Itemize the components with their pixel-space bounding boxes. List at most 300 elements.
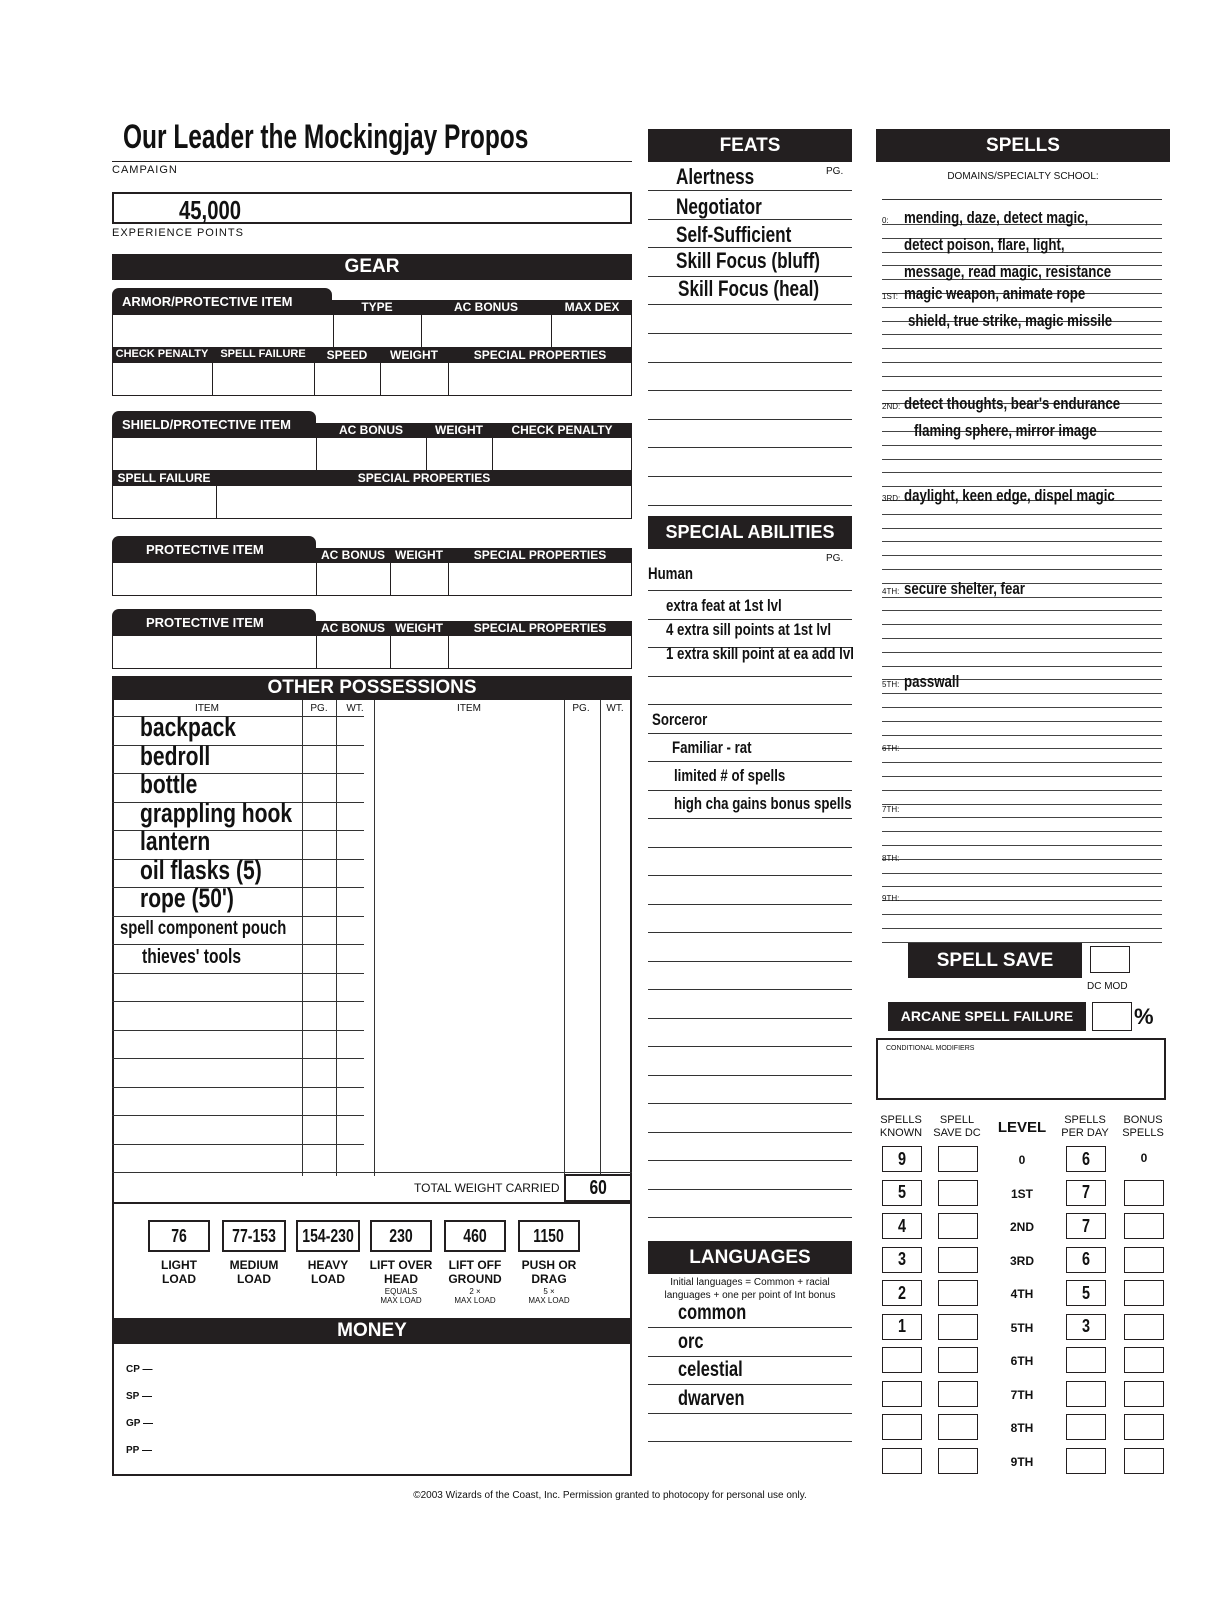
spell-line[interactable]	[882, 307, 1162, 308]
money-label[interactable]: GP —	[126, 1418, 154, 1429]
spell-level-value: 6TH	[1010, 1354, 1034, 1368]
load-note-2: MAX LOAD	[454, 1296, 496, 1305]
spells-per-day-header: SPELLS PER DAY	[1061, 1114, 1109, 1139]
spells-per-day-field[interactable]	[1066, 1381, 1106, 1407]
language-line[interactable]	[648, 1356, 852, 1357]
money-list	[112, 1344, 632, 1474]
load-label-2: GROUND	[448, 1272, 502, 1286]
special-abilities-pg-label: PG.	[826, 553, 844, 564]
ability-item[interactable]: limited # of spells	[674, 766, 786, 785]
money-label[interactable]: CP —	[126, 1364, 153, 1375]
money-header: MONEY	[112, 1318, 632, 1344]
conditional-modifiers-box[interactable]	[876, 1038, 1166, 1100]
protective-weight-label-2: WEIGHT	[395, 621, 443, 635]
possessions-items	[112, 712, 302, 1176]
spell-level-value: 5TH	[1010, 1320, 1034, 1335]
armor-name-field[interactable]	[112, 314, 334, 348]
ability-line[interactable]	[648, 961, 852, 962]
total-weight-value: 60	[589, 1176, 607, 1199]
spell-level-label: 3RD:	[882, 494, 901, 503]
spells-known-value: 9	[897, 1148, 906, 1169]
spell-line[interactable]	[882, 666, 1162, 667]
spell-entry[interactable]: magic weapon, animate rope	[904, 284, 1086, 303]
protective-weight-field-2[interactable]	[390, 635, 449, 669]
load-label-1: LIFT OFF	[448, 1258, 502, 1272]
feats-list	[648, 162, 852, 502]
spell-entry[interactable]: daylight, keen edge, dispel magic	[904, 486, 1115, 505]
armor-special-label: SPECIAL PROPERTIES	[473, 348, 607, 362]
spell-line[interactable]	[882, 624, 1162, 625]
shield-tab: SHIELD/PROTECTIVE ITEM	[112, 411, 316, 437]
possession-item[interactable]: thieves' tools	[142, 946, 242, 968]
spell-save-dc-field[interactable]	[1090, 946, 1130, 973]
language-item[interactable]: dwarven	[678, 1386, 745, 1410]
spells-known-header: SPELLS KNOWN	[879, 1114, 923, 1139]
total-weight-field[interactable]	[564, 1174, 632, 1202]
load-value: 77-153	[232, 1225, 276, 1246]
armor-type-label: TYPE	[361, 300, 393, 314]
spell-level-value: 0	[1018, 1153, 1026, 1167]
shield-ac-label: AC BONUS	[338, 423, 403, 437]
load-label-2: LOAD	[311, 1272, 345, 1286]
spell-save-dc-field[interactable]	[938, 1414, 978, 1440]
spell-save-dc-header: SPELL SAVE DC	[933, 1114, 981, 1139]
spell-save-dc-field[interactable]	[938, 1280, 978, 1306]
language-item[interactable]: celestial	[678, 1358, 743, 1381]
armor-tab: ARMOR/PROTECTIVE ITEM	[112, 288, 332, 314]
ability-item[interactable]: Familiar - rat	[672, 738, 752, 757]
protective-ac-label-1: AC BONUS	[320, 548, 385, 562]
feat-line[interactable]	[648, 304, 852, 305]
spells-known-field[interactable]	[882, 1347, 922, 1373]
protective-tab-2: PROTECTIVE ITEM	[112, 609, 316, 635]
spell-save-dc-field[interactable]	[938, 1213, 978, 1239]
protective-ac-label-2: AC BONUS	[320, 621, 385, 635]
spells-per-day-field[interactable]	[1066, 1213, 1106, 1239]
spell-entry[interactable]: mending, daze, detect magic,	[904, 208, 1089, 227]
spell-level-value: 9TH	[1010, 1454, 1034, 1469]
spells-known-field[interactable]	[882, 1381, 922, 1407]
feat-item[interactable]: Negotiator	[676, 194, 762, 219]
load-value-box[interactable]	[148, 1220, 210, 1252]
language-line[interactable]	[648, 1327, 852, 1328]
ability-line[interactable]	[648, 761, 852, 762]
spell-save-dc-field[interactable]	[938, 1381, 978, 1407]
protective-name-field-1[interactable]	[112, 562, 317, 596]
ability-line[interactable]	[648, 847, 852, 848]
ability-item[interactable]: high cha gains bonus spells	[674, 794, 852, 813]
armor-type-field[interactable]	[333, 314, 422, 348]
feats-header: FEATS	[648, 129, 852, 162]
armor-check-label: CHECK PENALTY	[115, 348, 209, 360]
spell-line[interactable]	[882, 569, 1162, 570]
ability-line[interactable]	[648, 1046, 852, 1047]
spell-line[interactable]	[882, 790, 1162, 791]
spells-known-value: 2	[897, 1282, 906, 1303]
feat-item[interactable]: Skill Focus (bluff)	[676, 248, 820, 273]
bonus-spells-field[interactable]	[1124, 1414, 1164, 1440]
ability-line[interactable]	[648, 1189, 852, 1190]
ability-line[interactable]	[648, 1217, 852, 1218]
load-value-box[interactable]	[296, 1220, 360, 1252]
possessions-col-rule	[302, 700, 303, 1176]
total-weight-label: TOTAL WEIGHT CARRIED	[414, 1181, 560, 1195]
spell-line[interactable]	[882, 762, 1162, 763]
spell-line[interactable]	[882, 472, 1162, 473]
spell-save-dc-field[interactable]	[938, 1448, 978, 1474]
spell-save-dc-field[interactable]	[938, 1146, 978, 1172]
spell-level-value: 3RD	[1009, 1253, 1034, 1268]
armor-maxdex-field[interactable]	[551, 314, 632, 348]
spell-line[interactable]	[882, 610, 1162, 611]
possessions-wt-col-1: WT.	[346, 703, 364, 714]
ability-line[interactable]	[648, 1103, 852, 1104]
spell-line[interactable]	[882, 638, 1162, 639]
money-label[interactable]: PP —	[126, 1445, 152, 1456]
spell-level-value: 4TH	[1010, 1287, 1034, 1301]
possessions-col-rule	[564, 700, 565, 1176]
feat-line[interactable]	[648, 390, 852, 391]
possessions-pg-col-1: PG.	[310, 703, 328, 714]
xp-label: EXPERIENCE POINTS	[112, 227, 244, 239]
possession-item[interactable]: oil flasks (5)	[140, 854, 262, 885]
spell-level-value: 2ND	[1009, 1220, 1034, 1234]
spell-entry[interactable]: detect poison, flare, light,	[904, 235, 1065, 254]
armor-weight-field[interactable]	[380, 362, 449, 396]
language-item[interactable]: common	[678, 1301, 747, 1324]
load-value: 76	[171, 1225, 187, 1246]
armor-speed-field[interactable]	[314, 362, 381, 396]
ability-line[interactable]	[648, 704, 852, 705]
load-value: 460	[463, 1225, 487, 1246]
load-note-1: 2 ×	[469, 1287, 481, 1296]
spell-levels	[882, 200, 1164, 920]
spell-line[interactable]	[882, 886, 1162, 887]
armor-section	[112, 288, 632, 400]
possession-item[interactable]: bedroll	[140, 740, 211, 771]
special-abilities-header: SPECIAL ABILITIES	[648, 516, 852, 549]
bonus-spells-field[interactable]	[1124, 1314, 1164, 1340]
armor-weight-label: WEIGHT	[390, 348, 438, 362]
ability-line[interactable]	[648, 989, 852, 990]
possession-item[interactable]: rope (50')	[140, 883, 234, 913]
spells-per-day-field[interactable]	[1066, 1314, 1106, 1340]
spell-line[interactable]	[882, 928, 1162, 929]
load-note-2: MAX LOAD	[528, 1296, 570, 1305]
spell-line[interactable]	[882, 528, 1162, 529]
load-label-1: PUSH OR	[521, 1258, 577, 1272]
load-note-1: 5 ×	[543, 1287, 555, 1296]
shield-check-label: CHECK PENALTY	[511, 423, 613, 437]
protective-item-1	[112, 536, 632, 598]
armor-ac-field[interactable]	[421, 314, 552, 348]
xp-field[interactable]	[112, 192, 632, 224]
load-label-2: DRAG	[531, 1272, 567, 1286]
spell-save-dc-field[interactable]	[938, 1314, 978, 1340]
possession-item[interactable]: backpack	[140, 712, 237, 742]
load-value-box[interactable]	[518, 1220, 580, 1252]
possession-item[interactable]: grappling hook	[140, 797, 293, 828]
spell-level-label: 9TH:	[882, 894, 900, 903]
percent-sign: %	[1134, 1004, 1154, 1029]
shield-spellfail-label: SPELL FAILURE	[117, 471, 211, 485]
spells-known-value: 5	[897, 1182, 906, 1202]
ability-line[interactable]	[648, 1018, 852, 1019]
armor-maxdex-label: MAX DEX	[564, 300, 620, 314]
feat-line[interactable]	[648, 447, 852, 448]
spell-entry[interactable]: secure shelter, fear	[904, 579, 1025, 598]
bonus-spells-field[interactable]	[1124, 1347, 1164, 1373]
load-value: 230	[389, 1225, 413, 1246]
language-line[interactable]	[648, 1413, 852, 1414]
bonus-spells-field[interactable]	[1124, 1280, 1164, 1306]
load-label-2: LOAD	[237, 1272, 271, 1286]
load-value-box[interactable]	[444, 1220, 506, 1252]
spell-line[interactable]	[882, 334, 1162, 335]
spell-line[interactable]	[882, 417, 1162, 418]
shield-name-field[interactable]	[112, 437, 317, 471]
feat-item[interactable]: Alertness	[676, 164, 755, 189]
spells-known-field[interactable]	[882, 1448, 922, 1474]
ability-line[interactable]	[648, 932, 852, 933]
spells-known-field[interactable]	[882, 1280, 922, 1306]
spell-level-label: 4TH:	[882, 587, 900, 596]
load-label-1: HEAVY	[307, 1258, 349, 1272]
spells-known-field[interactable]	[882, 1247, 922, 1273]
domains-label: DOMAINS/SPECIALTY SCHOOL:	[947, 171, 1099, 182]
spell-line[interactable]	[882, 652, 1162, 653]
ability-line[interactable]	[648, 818, 852, 819]
feat-line[interactable]	[648, 362, 852, 363]
possession-item[interactable]: spell component pouch	[120, 917, 287, 939]
load-note-2: MAX LOAD	[380, 1296, 422, 1305]
armor-ac-label: AC BONUS	[453, 300, 518, 314]
spell-line[interactable]	[882, 707, 1162, 708]
spell-entry[interactable]: shield, true strike, magic missile	[908, 311, 1113, 330]
spells-known-field[interactable]	[882, 1414, 922, 1440]
ability-item[interactable]: Human	[648, 564, 693, 583]
feat-item[interactable]: Skill Focus (heal)	[678, 276, 820, 301]
feat-line[interactable]	[648, 190, 852, 191]
spells-per-day-field[interactable]	[1066, 1414, 1106, 1440]
spell-level-label: 6TH:	[882, 744, 900, 753]
spell-level-value: 7TH	[1010, 1387, 1034, 1402]
spell-line[interactable]	[882, 900, 1162, 901]
ability-item[interactable]: Sorceror	[652, 710, 708, 729]
feat-item[interactable]: Self-Sufficient	[676, 222, 792, 247]
possession-item[interactable]: bottle	[140, 769, 198, 799]
ability-line[interactable]	[648, 904, 852, 905]
ability-line[interactable]	[648, 1160, 852, 1161]
spell-level-label: 7TH:	[882, 805, 900, 814]
protective-ac-field-1[interactable]	[316, 562, 391, 596]
load-label-2: LOAD	[162, 1272, 196, 1286]
gear-header: GEAR	[112, 254, 632, 280]
language-line[interactable]	[648, 1441, 852, 1442]
spell-entry[interactable]: detect thoughts, bear's endurance	[904, 394, 1121, 413]
spells-known-value: 3	[897, 1249, 906, 1269]
spell-line[interactable]	[882, 459, 1162, 460]
campaign-label: CAMPAIGN	[112, 164, 178, 176]
load-value: 154-230	[302, 1225, 354, 1246]
load-value-box[interactable]	[222, 1220, 286, 1252]
shield-weight-field[interactable]	[426, 437, 493, 471]
spells-per-day-field[interactable]	[1066, 1280, 1106, 1306]
possessions-item-col-2: ITEM	[457, 703, 481, 714]
ability-item[interactable]: 4 extra sill points at 1st lvl	[666, 620, 832, 639]
ability-line[interactable]	[648, 590, 852, 591]
spell-save-dc-field[interactable]	[938, 1247, 978, 1273]
spells-known-field[interactable]	[882, 1213, 922, 1239]
ability-line[interactable]	[648, 875, 852, 876]
money-label[interactable]: SP —	[126, 1391, 152, 1402]
spells-per-day-value: 7	[1081, 1215, 1090, 1236]
feat-line[interactable]	[648, 419, 852, 420]
xp-value: 45,000	[179, 195, 242, 225]
spell-line[interactable]	[882, 721, 1162, 722]
load-note-1: EQUALS	[384, 1287, 418, 1296]
possessions-header: OTHER POSSESSIONS	[112, 676, 632, 700]
spell-line[interactable]	[882, 555, 1162, 556]
spells-per-day-field[interactable]	[1066, 1146, 1106, 1172]
spell-save-dc-field[interactable]	[938, 1347, 978, 1373]
bonus-spells-field[interactable]	[1124, 1381, 1164, 1407]
possessions-col-rule	[374, 700, 375, 1176]
feats-pg-label: PG.	[826, 166, 844, 177]
dc-mod-label: DC MOD	[1087, 981, 1128, 992]
language-line[interactable]	[648, 1384, 852, 1385]
armor-spellfail-label: SPELL FAILURE	[220, 348, 306, 360]
spell-line[interactable]	[882, 541, 1162, 542]
level-header: LEVEL	[997, 1119, 1047, 1136]
shield-special-label: SPECIAL PROPERTIES	[357, 471, 491, 485]
spell-line[interactable]	[882, 804, 1162, 805]
feat-line[interactable]	[648, 476, 852, 477]
language-item[interactable]: orc	[678, 1329, 704, 1353]
bonus-spells-header: BONUS SPELLS	[1122, 1114, 1164, 1139]
spell-line[interactable]	[882, 831, 1162, 832]
spells-per-day-field[interactable]	[1066, 1448, 1106, 1474]
ability-line[interactable]	[648, 676, 852, 677]
spell-entry[interactable]: flaming sphere, mirror image	[914, 421, 1097, 440]
armor-check-field[interactable]	[112, 362, 213, 396]
spell-line[interactable]	[882, 362, 1162, 363]
spell-level-value: 1ST	[1010, 1186, 1033, 1201]
spell-level-label: 0:	[882, 216, 889, 225]
protective-special-field-1[interactable]	[448, 562, 632, 596]
protective-item-2	[112, 609, 632, 671]
protective-ac-field-2[interactable]	[316, 635, 391, 669]
load-label-2: HEAD	[383, 1272, 418, 1286]
spells-per-day-value: 3	[1081, 1316, 1090, 1336]
spells-per-day-field[interactable]	[1066, 1247, 1106, 1273]
languages-note-1: Initial languages = Common + racial	[670, 1277, 830, 1288]
spell-line[interactable]	[882, 376, 1162, 377]
possessions-item-col-1: ITEM	[195, 703, 219, 714]
copyright: ©2003 Wizards of the Coast, Inc. Permission granted to photocopy for personal use only.	[413, 1490, 807, 1501]
bonus-spells-field[interactable]	[1124, 1180, 1164, 1206]
spells-known-field[interactable]	[882, 1180, 922, 1206]
load-value-box[interactable]	[370, 1220, 432, 1252]
shield-section	[112, 411, 632, 523]
spells-known-value: 4	[897, 1215, 906, 1236]
ability-item[interactable]: 1 extra skill point at ea add lvl	[666, 644, 854, 663]
protective-weight-field-1[interactable]	[390, 562, 449, 596]
spell-line[interactable]	[882, 748, 1162, 749]
spell-line[interactable]	[882, 514, 1162, 515]
arcane-failure-field[interactable]	[1092, 1002, 1132, 1031]
shield-check-field[interactable]	[492, 437, 632, 471]
feat-line[interactable]	[648, 505, 852, 506]
spells-per-day-field[interactable]	[1066, 1347, 1106, 1373]
possession-item[interactable]: lantern	[140, 826, 211, 856]
spell-level-label: 8TH:	[882, 854, 900, 863]
spell-line[interactable]	[882, 693, 1162, 694]
ability-line[interactable]	[648, 1075, 852, 1076]
ability-line[interactable]	[648, 733, 852, 734]
load-label-1: LIFT OVER	[369, 1258, 433, 1272]
spell-entry[interactable]: message, read magic, resistance	[904, 262, 1112, 281]
protective-weight-label-1: WEIGHT	[395, 548, 443, 562]
spell-line[interactable]	[882, 390, 1162, 391]
armor-special-field[interactable]	[448, 362, 632, 396]
protective-name-field-2[interactable]	[112, 635, 317, 669]
bonus-spells-field[interactable]	[1124, 1247, 1164, 1273]
spell-save-dc-field[interactable]	[938, 1180, 978, 1206]
armor-speed-label: SPEED	[326, 348, 368, 362]
bonus-spells-field[interactable]	[1124, 1213, 1164, 1239]
spell-line[interactable]	[882, 859, 1162, 860]
spell-line[interactable]	[882, 845, 1162, 846]
protective-special-field-2[interactable]	[448, 635, 632, 669]
protective-special-label-1: SPECIAL PROPERTIES	[473, 548, 607, 562]
spells-known-field[interactable]	[882, 1314, 922, 1340]
feat-line[interactable]	[648, 333, 852, 334]
spell-line[interactable]	[882, 445, 1162, 446]
shield-ac-field[interactable]	[316, 437, 427, 471]
spells-per-day-value: 7	[1081, 1182, 1090, 1202]
armor-spellfail-field[interactable]	[212, 362, 315, 396]
ability-item[interactable]: extra feat at 1st lvl	[666, 596, 782, 615]
spell-line[interactable]	[882, 348, 1162, 349]
spell-line[interactable]	[882, 735, 1162, 736]
spells-known-field[interactable]	[882, 1146, 922, 1172]
spell-entry[interactable]: passwall	[904, 672, 960, 691]
spell-level-label: 2ND:	[882, 402, 901, 411]
spell-line[interactable]	[882, 817, 1162, 818]
bonus-spells-field[interactable]	[1124, 1448, 1164, 1474]
possessions-col-rule	[336, 700, 337, 1176]
special-abilities-list	[648, 560, 852, 1215]
spell-line[interactable]	[882, 776, 1162, 777]
ability-line[interactable]	[648, 790, 852, 791]
spell-table	[876, 1146, 1170, 1476]
load-values	[112, 1220, 632, 1310]
spells-per-day-field[interactable]	[1066, 1180, 1106, 1206]
shield-special-field[interactable]	[216, 485, 632, 519]
spell-level-value: 8TH	[1010, 1421, 1034, 1435]
spells-header: SPELLS	[876, 129, 1170, 162]
bonus-spells-value: 0	[1140, 1151, 1148, 1165]
spell-line[interactable]	[882, 873, 1162, 874]
campaign-value[interactable]: Our Leader the Mockingjay Propos	[123, 118, 529, 156]
shield-spellfail-field[interactable]	[112, 485, 217, 519]
spell-line[interactable]	[882, 914, 1162, 915]
spell-level-label: 5TH:	[882, 680, 900, 689]
load-label-1: LIGHT	[161, 1258, 197, 1272]
languages-note-2: languages + one per point of Int bonus	[664, 1290, 836, 1301]
ability-line[interactable]	[648, 1132, 852, 1133]
